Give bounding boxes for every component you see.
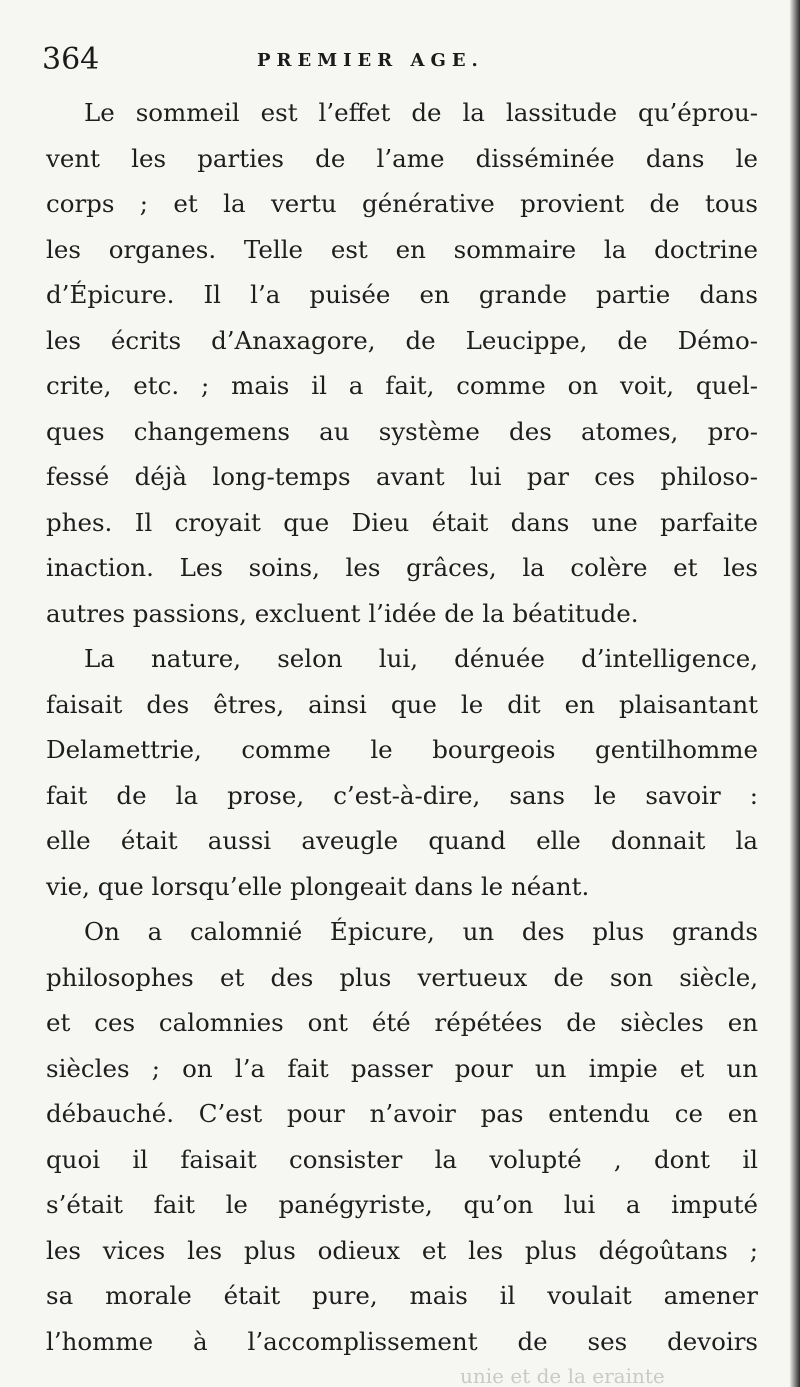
text-line: phes. Il croyait que Dieu était dans une parfaite [46, 507, 758, 537]
text-line: fessé déjà long-temps avant lui par ces philoso- [46, 462, 758, 491]
text-line: s’était fait le panégyriste, qu’on lui a imputé [46, 1190, 758, 1219]
text-line: les vices les plus odieux et les plus dégoûtans ; [46, 1235, 758, 1265]
text-line: inaction. Les soins, les grâces, la colère et les [46, 553, 758, 582]
text-line: vent les parties de l’ame disséminée dans le [46, 143, 758, 173]
text-line: les écrits d’Anaxagore, de Leucippe, de Démo- [46, 325, 758, 355]
text-line: ques changemens au système des atomes, pro- [46, 416, 758, 446]
page-header [42, 38, 762, 82]
text-line: philosophes et des plus vertueux de son siècle, [46, 962, 758, 992]
text-line: siècles ; on l’a fait passer pour un impie et un [46, 1053, 758, 1083]
page-number: 364 [42, 42, 100, 77]
text-line: vie, que lorsqu’elle plongeait dans le néant. [46, 871, 590, 901]
text-line: d’Épicure. Il l’a puisée en grande partie dans [46, 280, 758, 309]
text-line: Le sommeil est l’effet de la lassitude qu’éprou- [84, 98, 758, 127]
text-line: débauché. C’est pour n’avoir pas entendu ce en [46, 1099, 758, 1128]
text-line: Delamettrie, comme le bourgeois gentilhomme [46, 735, 758, 764]
text-line: et ces calomnies ont été répétées de siècles en [46, 1008, 758, 1037]
running-head: PREMIER AGE. [257, 50, 484, 71]
text-line: quoi il faisait consister la volupté , dont il [46, 1144, 758, 1174]
text-line: l’homme à l’accomplissement de ses devoirs [46, 1326, 758, 1356]
text-line: autres passions, excluent l’idée de la béatitude. [46, 598, 639, 628]
text-line: fait de la prose, c’est-à-dire, sans le savoir : [46, 780, 758, 810]
text-line: faisait des êtres, ainsi que le dit en plaisantant [46, 689, 758, 719]
text-line: les organes. Telle est en sommaire la doctrine [46, 234, 758, 264]
text-line: crite, etc. ; mais il a fait, comme on voit, quel- [46, 371, 758, 400]
body-text [46, 90, 758, 1364]
text-line: On a calomnié Épicure, un des plus grands [84, 917, 758, 946]
text-line: corps ; et la vertu générative provient de tous [46, 189, 758, 218]
bleed-through-text: unie et de la erainte [460, 1364, 665, 1387]
text-line: elle était aussi aveugle quand elle donnait la [46, 826, 758, 855]
page-edge-shadow [790, 0, 800, 1387]
text-line: La nature, selon lui, dénuée d’intelligence, [84, 644, 758, 673]
text-line: sa morale était pure, mais il voulait amener [46, 1281, 758, 1310]
